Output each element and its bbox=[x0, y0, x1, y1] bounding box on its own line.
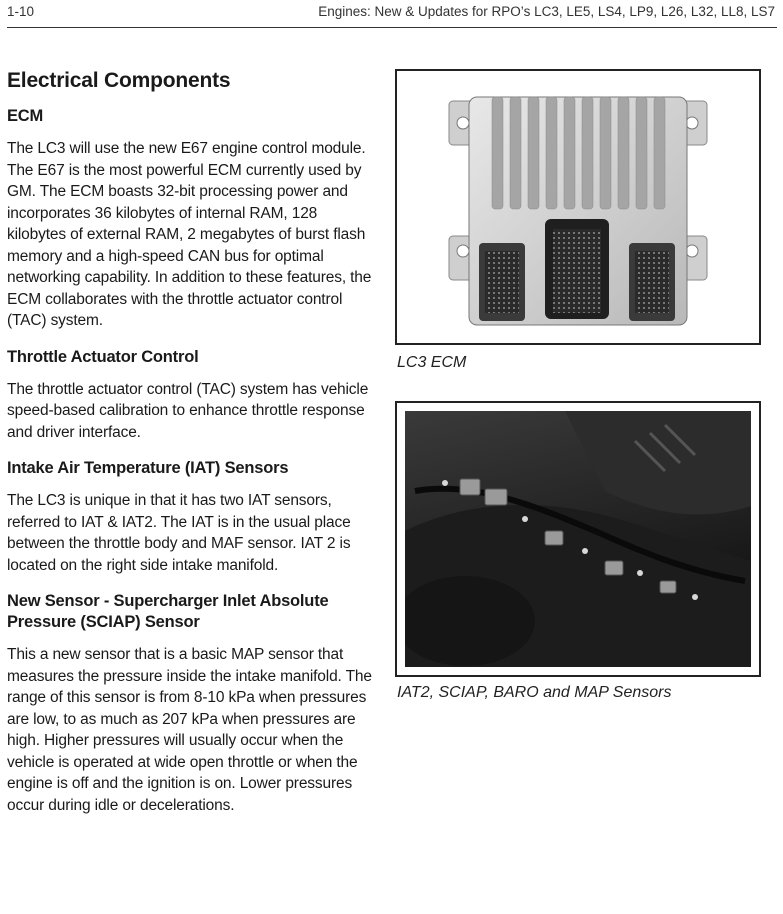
paragraph-iat-sensors: The LC3 is unique in that it has two IAT sensors, referred to IAT & IAT2. The IAT is in the usual place between the throttle body and MAF sensor. IAT 2 is located on the right side intake manifold. bbox=[7, 492, 351, 574]
section-title: Electrical Components bbox=[7, 69, 231, 92]
ecm-figure-caption: LC3 ECM bbox=[397, 354, 467, 371]
heading-ecm: ECM bbox=[7, 107, 44, 125]
article-column bbox=[7, 68, 375, 831]
heading-sciap-sensor: New Sensor - Supercharger Inlet Absolute Pressure (SCIAP) Sensor bbox=[7, 592, 329, 631]
paragraph-ecm: The LC3 will use the new E67 engine control module. The E67 is the most powerful ECM currently used by GM. The ECM boasts 32-bit processing power and incorporates 36 kilobytes of internal RAM, 128 kilobytes of external RAM, 2 megabytes of burst flash memory and a high-speed CAN bus for optimal networking capability. In addition to these features, the ECM collaborates with the throttle actuator control (TAC) system. bbox=[7, 140, 372, 329]
heading-throttle-actuator-control: Throttle Actuator Control bbox=[7, 347, 199, 366]
page-number: 1-10 bbox=[7, 4, 35, 19]
paragraph-throttle-actuator-control: The throttle actuator control (TAC) system has vehicle speed-based calibration to enhance throttle response and driver interface. bbox=[7, 380, 369, 441]
ecm-photo-figure bbox=[395, 69, 761, 345]
header-rule bbox=[7, 27, 777, 28]
sensors-figure-caption: IAT2, SCIAP, BARO and MAP Sensors bbox=[397, 684, 672, 701]
running-header-title: Engines: New & Updates for RPO’s LC3, LE5, LS4, LP9, L26, L32, LL8, LS7 bbox=[318, 4, 775, 19]
sensors-photo bbox=[405, 411, 751, 667]
ecm-photo bbox=[397, 71, 759, 343]
heading-iat-sensors: Intake Air Temperature (IAT) Sensors bbox=[7, 459, 289, 477]
paragraph-sciap-sensor: This a new sensor that is a basic MAP sensor that measures the pressure inside the intake manifold. The range of this sensor is from 8-10 kPa when pressures are low, to as much as 207 kPa when pressures are high. Higher pressures will usually occur when the vehicle is operated at wide open throttle or when the engine is off and the ignition is on. Lower pressures occur during idle or decelerations. bbox=[7, 646, 372, 814]
sensors-photo-figure bbox=[395, 401, 761, 677]
